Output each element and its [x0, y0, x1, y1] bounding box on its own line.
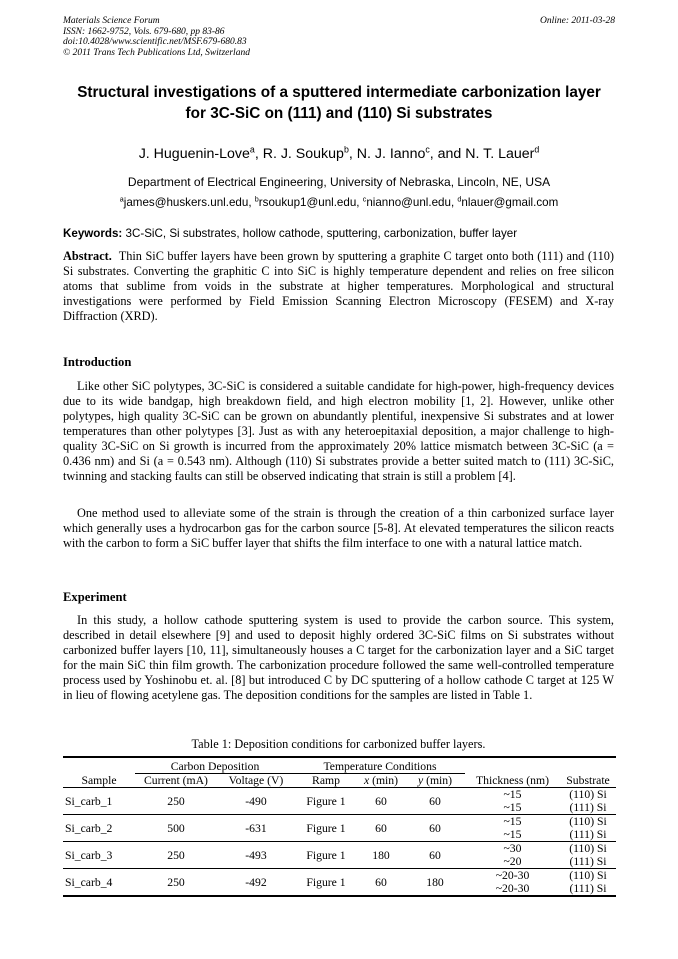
author: J. Huguenin-Love [138, 146, 250, 162]
keywords-text: 3C-SiC, Si substrates, hollow cathode, sputtering, carbonization, buffer layer [125, 227, 518, 240]
email-link[interactable]: nianno@unl.edu [366, 196, 451, 209]
cell-substrate: (110) Si [569, 869, 607, 882]
column-header: Ramp [295, 774, 357, 788]
deposition-table [63, 756, 616, 897]
cell-sample: Si_carb_3 [63, 842, 135, 869]
x-variable: x [363, 774, 370, 787]
email-link[interactable]: nlauer@gmail.com [461, 196, 559, 209]
author-separator: , [254, 146, 263, 162]
cell-x: 60 [357, 788, 405, 815]
cell-sample: Si_carb_4 [63, 869, 135, 897]
y-unit: (min) [423, 774, 453, 787]
cell-y: 60 [405, 788, 465, 815]
author-affiliation-mark: c [425, 144, 430, 155]
table-caption: Table 1: Deposition conditions for carbonized buffer layers. [191, 737, 486, 751]
author: N. T. Lauer [465, 146, 535, 162]
author-separator: , [348, 146, 357, 162]
cell-thickness: ~15 [503, 788, 522, 801]
cell-ramp: Figure 1 [295, 815, 357, 842]
cell-current: 250 [135, 842, 217, 869]
cell-y: 60 [405, 815, 465, 842]
running-header [63, 16, 615, 58]
experiment-heading: Experiment [63, 590, 127, 604]
email-mark: c [362, 194, 367, 204]
author: N. J. Ianno [356, 146, 426, 162]
column-header [405, 774, 465, 788]
cell-thickness: ~20 [465, 855, 560, 869]
email-list [40, 196, 638, 209]
introduction-paragraph: One method used to alleviate some of the strain is through the creation of a thin carbonized surface layer which generally uses a hydrocarbon gas for the carbon source [5-8]. At elevated temperatures the silicon reacts with the carbon to form a SiC buffer layer that shifts the film interface to one with a natural lattice match. [63, 506, 614, 550]
email-separator: , [248, 196, 255, 209]
cell-substrate: (111) Si [560, 882, 616, 896]
author-affiliation-mark: d [534, 144, 540, 155]
paper-title [40, 82, 638, 124]
x-unit: (min) [369, 774, 399, 787]
keywords-label: Keywords: [63, 227, 123, 240]
journal-name: Materials Science Forum [63, 16, 160, 26]
cell-voltage: -490 [217, 788, 295, 815]
cell-substrate: (111) Si [560, 828, 616, 842]
cell-thickness: ~15 [503, 815, 522, 828]
abstract-text: Thin SiC buffer layers have been grown by sputtering a graphite C target onto both (111) and (110) Si substrates. Converting the graphitic C into SiC is highly temperature dependent and relies on free silicon atoms that sublime from voids in the substrate at higher temperatures. Morphological and structural investigations were performed by Field Emission Scanning Electron Microscopy (FESEM) and X-ray Diffraction (XRD). [63, 249, 614, 323]
cell-y: 60 [405, 842, 465, 869]
cell-sample: Si_carb_1 [63, 788, 135, 815]
group-header-temperature: Temperature Conditions [295, 757, 465, 774]
email-link[interactable]: james@huskers.unl.edu [123, 196, 249, 209]
cell-current: 250 [135, 869, 217, 897]
author-list [40, 146, 638, 162]
cell-voltage: -492 [217, 869, 295, 897]
column-header: Sample [63, 774, 135, 788]
cell-current: 250 [135, 788, 217, 815]
cell-x: 60 [357, 815, 405, 842]
column-header: Voltage (V) [217, 774, 295, 788]
column-header: Current (mA) [135, 774, 217, 788]
table-row [63, 788, 616, 802]
copyright-line: © 2011 Trans Tech Publications Ltd, Switzerland [63, 47, 250, 58]
cell-current: 500 [135, 815, 217, 842]
cell-y: 180 [405, 869, 465, 897]
email-separator: , [356, 196, 363, 209]
abstract-label: Abstract. [63, 249, 112, 263]
cell-voltage: -631 [217, 815, 295, 842]
title-line-2: for 3C-SiC on (111) and (110) Si substrates [185, 105, 493, 122]
cell-thickness: ~15 [465, 828, 560, 842]
table-row [63, 842, 616, 856]
column-header: Thickness (nm) [465, 774, 560, 788]
table-header-row [63, 774, 616, 788]
title-line-1: Structural investigations of a sputtered intermediate carbonization layer [77, 84, 601, 101]
abstract [63, 249, 614, 324]
keywords [63, 227, 615, 240]
issn-line: ISSN: 1662-9752, Vols. 679-680, pp 83-86 [63, 26, 225, 37]
cell-thickness: ~20-30 [465, 882, 560, 896]
author-affiliation-mark: a [249, 144, 255, 155]
cell-thickness: ~20-30 [495, 869, 530, 882]
introduction-heading: Introduction [63, 355, 132, 369]
cell-ramp: Figure 1 [295, 788, 357, 815]
email-mark: a [119, 194, 124, 204]
author-affiliation-mark: b [343, 144, 349, 155]
cell-x: 60 [357, 869, 405, 897]
online-date: Online: 2011-03-28 [539, 16, 615, 26]
group-header-carbon: Carbon Deposition [135, 757, 295, 774]
experiment-paragraph: In this study, a hollow cathode sputtering system is used to provide the carbon source. This system, described in detail elsewhere [9] and used to deposit highly ordered 3C-SiC films on Si substrates without carbonized buffer layers [10, 11], simultaneously houses a C target for the carbonization layer and a SiC target for the main SiC thin film growth. The carbonization procedure followed the same well-controlled temperature process used by Yoshinobu et. al. [8] but introduced C by DC sputtering of a hollow cathode C target at 125 W in lieu of flowing acetylene gas. The deposition conditions for the samples are listed in Table 1. [63, 613, 614, 702]
affiliation: Department of Electrical Engineering, University of Nebraska, Lincoln, NE, USA [127, 175, 551, 189]
email-link[interactable]: rsoukup1@unl.edu [258, 196, 357, 209]
cell-substrate: (110) Si [569, 842, 607, 855]
cell-x: 180 [357, 842, 405, 869]
cell-thickness: ~30 [503, 842, 522, 855]
table-row [63, 815, 616, 829]
cell-sample: Si_carb_2 [63, 815, 135, 842]
y-variable: y [417, 774, 424, 787]
cell-substrate: (111) Si [560, 855, 616, 869]
cell-substrate: (110) Si [569, 815, 607, 828]
cell-thickness: ~15 [465, 801, 560, 815]
cell-ramp: Figure 1 [295, 842, 357, 869]
author: R. J. Soukup [262, 146, 344, 162]
table-row [63, 869, 616, 883]
column-header: Substrate [560, 774, 616, 788]
cell-ramp: Figure 1 [295, 869, 357, 897]
column-header [357, 774, 405, 788]
email-mark: d [457, 194, 462, 204]
author-separator: , and [429, 146, 466, 162]
email-separator: , [450, 196, 458, 209]
cell-substrate: (110) Si [569, 788, 607, 801]
cell-voltage: -493 [217, 842, 295, 869]
introduction-paragraph: Like other SiC polytypes, 3C-SiC is considered a suitable candidate for high-power, high-frequency devices due to its wide bandgap, high breakdown field, and high electron mobility [1, 2]. However, unlike other polytypes, high quality 3C-SiC can be grown on abundantly plentiful, inexpensive Si substrates and at lower temperatures than other polytypes [3]. Just as with any heteroepitaxial deposition, a major challenge to high-quality 3C-SiC on Si growth is incurred from the approximately 20% lattice mismatch between 3C-SiC (a = 0.436 nm) and Si (a = 0.543 nm). Although (110) Si substrates provide a better suited match to (111) 3C-SiC, twinning and stacking faults can still be observed indicating that strain is still a problem [4]. [63, 379, 614, 483]
cell-substrate: (111) Si [560, 801, 616, 815]
email-mark: b [254, 194, 259, 204]
doi-line: doi:10.4028/www.scientific.net/MSF.679-680.83 [63, 37, 247, 47]
